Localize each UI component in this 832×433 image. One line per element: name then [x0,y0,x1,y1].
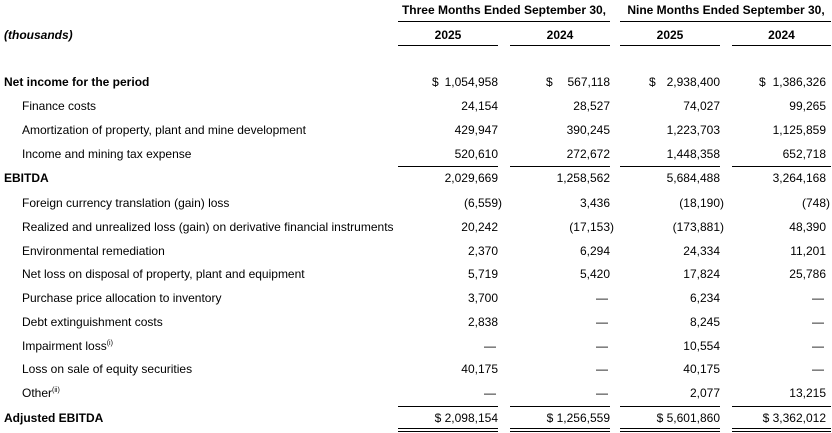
table-row-derivatives [0,220,832,238]
currency-symbol: $ [432,75,439,89]
row-label: Net loss on disposal of property, plant and equipment [22,267,305,281]
header-rule-nine-months [620,21,831,22]
value: — [484,339,496,353]
year-rule [398,45,498,46]
double-underline [510,428,610,432]
row-label: Realized and unrealized loss (gain) on derivative financial instruments [22,220,394,234]
value: 652,718 [782,147,826,161]
total-rule [620,406,720,407]
value: 1,223,703 [666,123,720,137]
table-row-adjusted-ebitda [0,411,832,429]
value: 2,029,669 [444,171,498,185]
value: 5,420 [579,267,610,281]
value: 28,527 [573,99,610,113]
year-2024-ytd: 2024 [768,28,795,42]
double-underline [620,428,720,432]
value: — [596,386,608,400]
value: — [596,291,608,305]
row-label: Amortization of property, plant and mine development [22,123,306,137]
table-row-impairment [0,339,832,357]
value: 567,118 [567,75,610,89]
row-label: Adjusted EBITDA [4,411,104,425]
row-label [22,339,113,353]
value: 40,175 [461,362,498,376]
value: 10,554 [683,339,720,353]
row-label: Finance costs [22,99,97,113]
value: 1,054,958 [444,75,498,89]
value: 20,242 [461,220,498,234]
row-label: Net income for the period [4,75,150,89]
value: 1,448,358 [666,147,720,161]
value: — [812,291,824,305]
subtotal-rule [398,166,498,167]
value: — [596,339,608,353]
subtotal-rule [510,166,610,167]
year-rule [510,45,610,46]
value: — [812,362,824,376]
value: (18,190) [679,196,724,210]
row-label: Purchase price allocation to inventory [22,291,222,305]
row-label: Foreign currency translation (gain) loss [22,196,230,210]
row-label: Debt extinguishment costs [22,315,163,329]
table-row-finance-costs [0,99,832,117]
value: 520,610 [454,147,498,161]
value: 99,265 [789,99,826,113]
row-label: EBITDA [4,171,49,185]
value: 3,700 [467,291,498,305]
currency-symbol: $ [759,75,766,89]
value: $ 2,098,154 [434,411,498,425]
total-rule [732,406,831,407]
double-underline [398,428,498,432]
value: 3,436 [579,196,610,210]
value: 24,154 [461,99,498,113]
value: 2,838 [467,315,498,329]
currency-symbol: $ [649,75,656,89]
table-row-ebitda [0,171,832,189]
year-2025-q3: 2025 [434,28,462,42]
table-row-amortization [0,123,832,141]
value: 13,215 [789,386,826,400]
table-row-fx-translation [0,196,832,214]
table-row-debt [0,315,832,333]
value: 1,386,326 [772,75,826,89]
value: $ 1,256,559 [546,411,610,425]
value: (6,559) [463,196,502,210]
value: 1,125,859 [772,123,826,137]
header-nine-months: Nine Months Ended September 30, [627,3,825,17]
subtotal-rule [732,166,831,167]
value: $ 3,362,012 [762,411,826,425]
table-row-disposal [0,267,832,285]
table-row-equity-sale [0,362,832,380]
table-row-environmental [0,244,832,262]
value: (173,881) [672,220,724,234]
year-2025-ytd: 2025 [656,28,684,42]
header-rule-three-months [398,21,610,22]
table-row-ppa [0,291,832,309]
value: — [596,315,608,329]
value: 2,938,400 [666,75,720,89]
value: 5,719 [467,267,498,281]
value: 48,390 [789,220,826,234]
table-row-income-tax [0,147,832,165]
value: 8,245 [689,315,720,329]
header-three-months: Three Months Ended September 30, [401,3,607,17]
row-label-text: Other [22,386,53,400]
value: 25,786 [789,267,826,281]
value: 5,684,488 [666,171,720,185]
value: 390,245 [566,123,610,137]
value: — [596,362,608,376]
value: 6,294 [579,244,610,258]
row-label [22,386,60,400]
value: — [484,386,496,400]
table-row-net-income [0,75,832,93]
year-rule [732,45,831,46]
value: 6,234 [689,291,720,305]
value: 74,027 [683,99,720,113]
year-2024-q3: 2024 [546,28,574,42]
value: 11,201 [790,244,826,258]
double-underline [732,428,831,432]
value: $ 5,601,860 [656,411,720,425]
footnote-marker: (i) [106,340,113,347]
total-rule [510,406,610,407]
value: 272,672 [566,147,610,161]
value: 40,175 [683,362,720,376]
year-rule [620,45,720,46]
row-label: Income and mining tax expense [22,147,192,161]
value: 17,824 [683,267,720,281]
value: 3,264,168 [772,171,826,185]
value: — [812,339,824,353]
units-label: (thousands) [4,28,73,42]
currency-symbol: $ [546,75,553,89]
row-label: Environmental remediation [22,244,165,258]
value: 2,077 [689,386,720,400]
value: (748) [801,196,830,210]
value: 2,370 [467,244,498,258]
footnote-marker: (ii) [52,387,60,394]
table-row-other [0,386,832,404]
value: (17,153) [569,220,614,234]
total-rule [398,406,498,407]
row-label: Loss on sale of equity securities [22,362,193,376]
row-label-text: Impairment loss [22,339,107,353]
value: 1,258,562 [556,171,610,185]
value: 429,947 [454,123,498,137]
subtotal-rule [620,166,720,167]
value: 24,334 [683,244,720,258]
value: — [812,315,824,329]
